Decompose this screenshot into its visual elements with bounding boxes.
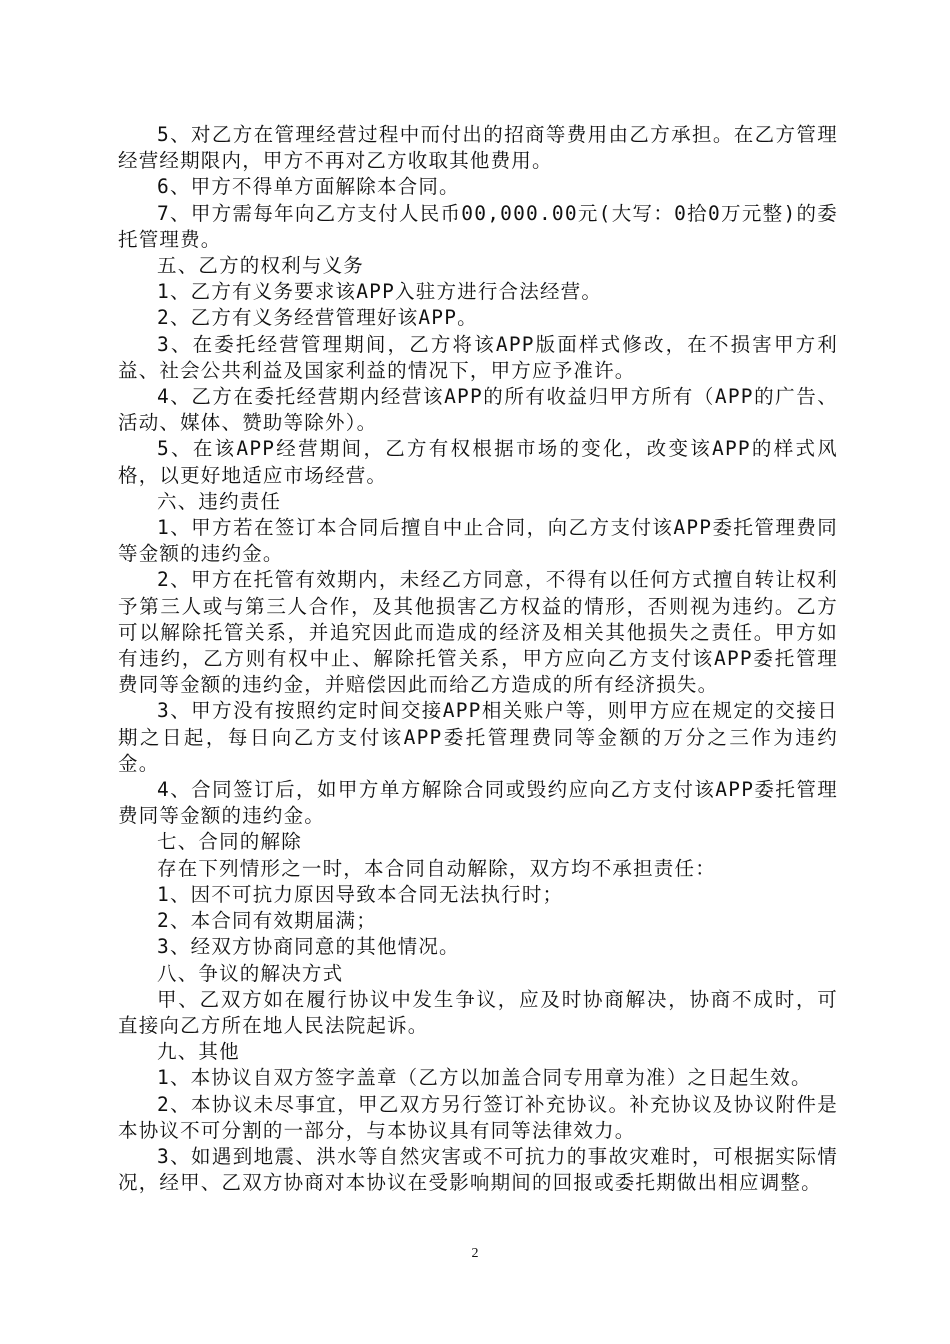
section-heading: 七、合同的解除 xyxy=(157,830,302,854)
paragraph: 3、经双方协商同意的其他情况。 xyxy=(157,935,460,959)
paragraph: 1、甲方若在签订本合同后擅自中止合同，向乙方支付该APP委托管理费同等金额的违约金。 xyxy=(118,516,838,566)
paragraph: 3、甲方没有按照约定时间交接APP相关账户等，则甲方应在规定的交接日期之日起，每日向乙方支付该APP委托管理费同等金额的万分之三作为违约金。 xyxy=(118,699,838,775)
section-heading: 五、乙方的权利与义务 xyxy=(157,254,365,278)
paragraph: 7、甲方需每年向乙方支付人民币00,000.00元(大写：0拾0万元整)的委托管理费。 xyxy=(118,201,838,251)
paragraph: 1、因不可抗力原因导致本合同无法执行时； xyxy=(157,882,564,906)
section-heading: 九、其他 xyxy=(157,1040,240,1064)
paragraph: 5、在该APP经营期间，乙方有权根据市场的变化，改变该APP的样式风格，以更好地适应市场经营。 xyxy=(118,437,838,487)
paragraph: 5、对乙方在管理经营过程中而付出的招商等费用由乙方承担。在乙方管理经营经期限内，甲方不再对乙方收取其他费用。 xyxy=(118,123,838,173)
page-number: 2 xyxy=(471,1246,479,1261)
section-heading: 八、争议的解决方式 xyxy=(157,961,344,985)
document-body xyxy=(118,122,838,1196)
paragraph: 2、本协议未尽事宜，甲乙双方另行签订补充协议。补充协议及协议附件是本协议不可分割的一部分，与本协议具有同等法律效力。 xyxy=(118,1092,838,1142)
paragraph: 甲、乙双方如在履行协议中发生争议，应及时协商解决，协商不成时，可直接向乙方所在地人民法院起诉。 xyxy=(118,987,838,1037)
paragraph: 存在下列情形之一时，本合同自动解除，双方均不承担责任： xyxy=(157,856,716,880)
paragraph: 2、甲方在托管有效期内，未经乙方同意，不得有以任何方式擅自转让权利予第三人或与第三人合作，及其他损害乙方权益的情形，否则视为违约。乙方可以解除托管关系，并追究因此而造成的经济及相关其他损失之责任。甲方如有违约，乙方则有权中止、解除托管关系，甲方应向乙方支付该APP委托管理费同等金额的违约金，并赔偿因此而给乙方造成的所有经济损失。 xyxy=(118,568,838,697)
section-heading: 六、违约责任 xyxy=(157,489,282,513)
paragraph: 2、乙方有义务经营管理好该APP。 xyxy=(157,306,478,330)
paragraph: 1、乙方有义务要求该APP入驻方进行合法经营。 xyxy=(157,280,603,304)
paragraph: 4、乙方在委托经营期内经营该APP的所有收益归甲方所有（APP的广告、活动、媒体、赞助等除外）。 xyxy=(118,385,838,435)
paragraph: 2、本合同有效期届满； xyxy=(157,909,377,933)
paragraph: 3、如遇到地震、洪水等自然灾害或不可抗力的事故灾难时，可根据实际情况，经甲、乙双方协商对本协议在受影响期间的回报或委托期做出相应调整。 xyxy=(118,1144,838,1195)
paragraph: 3、在委托经营管理期间，乙方将该APP版面样式修改，在不损害甲方利益、社会公共利益及国家利益的情况下，甲方应予准许。 xyxy=(118,332,838,382)
paragraph: 1、本协议自双方签字盖章（乙方以加盖合同专用章为准）之日起生效。 xyxy=(157,1066,812,1090)
paragraph: 4、合同签订后，如甲方单方解除合同或毁约应向乙方支付该APP委托管理费同等金额的违约金。 xyxy=(118,778,838,828)
paragraph: 6、甲方不得单方面解除本合同。 xyxy=(157,175,460,199)
